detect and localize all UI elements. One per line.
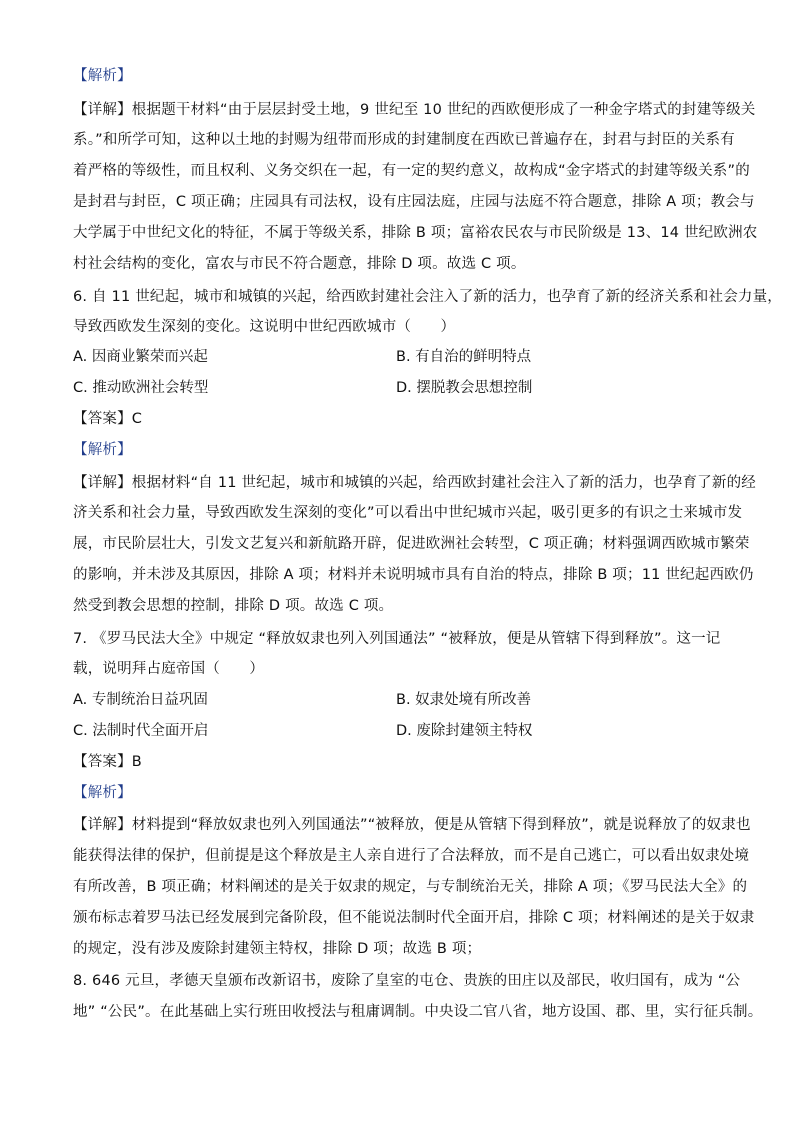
question-7-option-a: A. 专制统治日益巩固 <box>73 692 208 708</box>
question-6-stem: 导致西欧发生深刻的变化。这说明中世纪西欧城市（ ） <box>73 319 456 335</box>
explanation-line: 有所改善，B 项正确；材料阐述的是关于奴隶的规定，与专制统治无关，排除 A 项；《罗马民法大全》的 <box>73 879 748 895</box>
analysis-label: 【解析】 <box>73 442 132 458</box>
explanation-line: 【详解】根据题干材料“由于层层封受土地，9 世纪至 10 世纪的西欧便形成了一种金字塔式的封建等级关 <box>73 102 756 118</box>
question-7-stem: 载，说明拜占庭帝国（ ） <box>73 661 265 677</box>
explanation-line: 系。”和所学可知，这种以土地的封赐为纽带而形成的封建制度在西欧已普遍存在，封君与封臣的关系有 <box>73 132 735 148</box>
explanation-line: 能获得法律的保护，但前提是这个释放是主人亲自进行了合法释放，而不是自己逃亡，可以看出奴隶处境 <box>73 848 750 864</box>
question-7-stem: 7. 《罗马民法大全》中规定 “释放奴隶也列入列国通法” “被释放，便是从管辖下得到释放”。这一记 <box>73 631 721 647</box>
explanation-line: 然受到教会思想的控制，排除 D 项。故选 C 项。 <box>73 598 394 614</box>
explanation-line: 【详解】根据材料“自 11 世纪起，城市和城镇的兴起，给西欧封建社会注入了新的活力，也孕育了新的经 <box>73 475 756 491</box>
question-6-answer: 【答案】C <box>73 411 143 427</box>
explanation-line: 大学属于中世纪文化的特征，不属于等级关系，排除 B 项；富裕农民农与市民阶级是 13、14 世纪欧洲农 <box>73 225 758 241</box>
question-8-stem: 8. 646 元旦，孝德天皇颁布改新诏书，废除了皇室的屯仓、贵族的田庄以及部民，收归国有，成为 “公 <box>73 973 741 989</box>
explanation-line: 济关系和社会力量，导致西欧发生深刻的变化”可以看出中世纪城市兴起，吸引更多的有识之士来城市发 <box>73 505 743 521</box>
question-7-option-c: C. 法制时代全面开启 <box>73 723 209 739</box>
explanation-line: 是封君与封臣，C 项正确；庄园具有司法权，设有庄园法庭，庄园与法庭不符合题意，排除 A 项；教会与 <box>73 194 755 210</box>
analysis-label: 【解析】 <box>73 68 132 84</box>
explanation-line: 村社会结构的变化，富农与市民不符合题意，排除 D 项。故选 C 项。 <box>73 256 526 272</box>
explanation-line: 着严格的等级性，而且权利、义务交织在一起，有一定的契约意义，故构成“金字塔式的封建等级关系”的 <box>73 163 750 179</box>
explanation-line: 的影响，并未涉及其原因，排除 A 项；材料并未说明城市具有自治的特点，排除 B 项；11 世纪起西欧仍 <box>73 567 754 583</box>
explanation-line: 的规定，没有涉及废除封建领主特权，排除 D 项；故选 B 项； <box>73 941 482 957</box>
explanation-line: 展，市民阶层壮大，引发文艺复兴和新航路开辟，促进欧洲社会转型，C 项正确；材料强调西欧城市繁荣 <box>73 536 750 552</box>
question-7-option-d: D. 废除封建领主特权 <box>396 723 533 739</box>
explanation-line: 【详解】材料提到“释放奴隶也列入列国通法”“被释放，便是从管辖下得到释放”，就是说释放了的奴隶也 <box>73 817 751 833</box>
question-6-stem: 6. 自 11 世纪起，城市和城镇的兴起，给西欧封建社会注入了新的活力，也孕育了新的经济关系和社会力量， <box>73 289 783 305</box>
question-6-option-d: D. 摆脱教会思想控制 <box>396 380 533 396</box>
question-6-option-c: C. 推动欧洲社会转型 <box>73 380 209 396</box>
analysis-label: 【解析】 <box>73 785 132 801</box>
question-8-stem: 地” “公民”。在此基础上实行班田收授法与租庸调制。中央设二官八省，地方设国、郡、里，实行征兵制。 <box>73 1004 763 1020</box>
question-6-option-a: A. 因商业繁荣而兴起 <box>73 349 208 365</box>
question-7-option-b: B. 奴隶处境有所改善 <box>396 692 532 708</box>
explanation-line: 颁布标志着罗马法已经发展到完备阶段，但不能说法制时代全面开启，排除 C 项；材料阐述的是关于奴隶 <box>73 910 755 926</box>
question-6-option-b: B. 有自治的鲜明特点 <box>396 349 532 365</box>
question-7-answer: 【答案】B <box>73 754 142 770</box>
